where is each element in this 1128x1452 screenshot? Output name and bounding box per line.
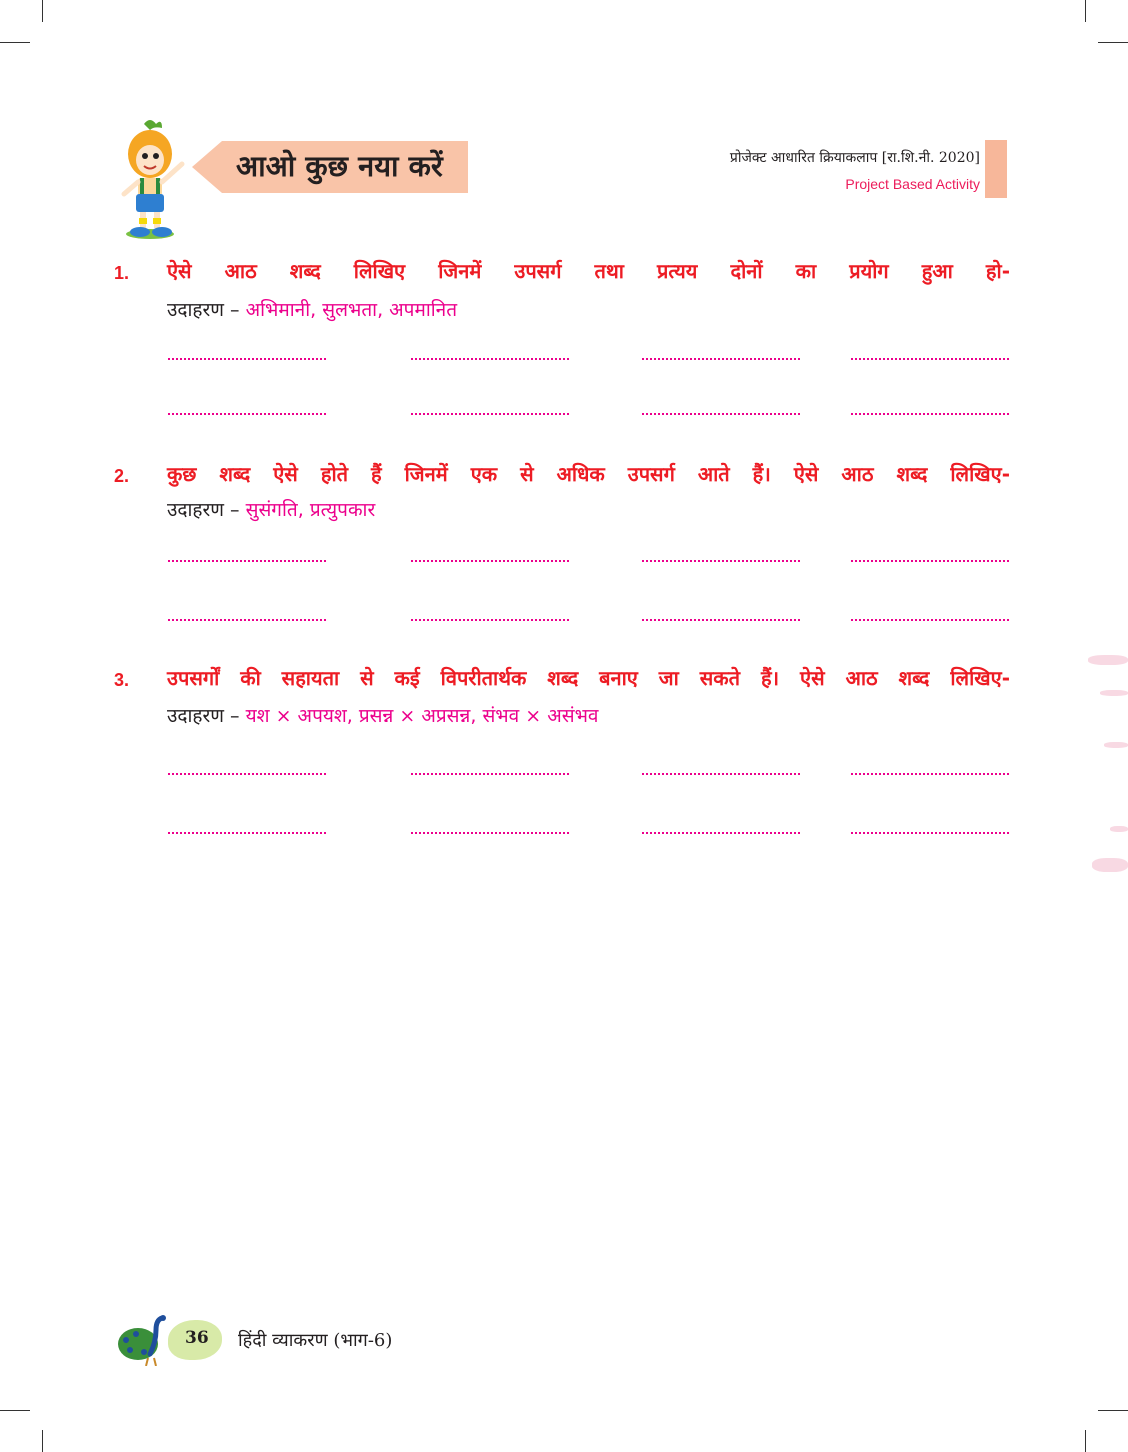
decorative-brush-stroke — [1088, 655, 1128, 665]
mascot-illustration — [116, 118, 196, 242]
answer-blank[interactable] — [851, 619, 1009, 621]
question-text: कुछ शब्द ऐसे होते हैं जिनमें एक से अधिक उपसर्ग आते हैं। ऐसे आठ शब्द लिखिए- — [167, 462, 1010, 486]
answer-blank[interactable] — [411, 413, 569, 415]
answer-blank[interactable] — [411, 619, 569, 621]
activity-label-english: Project Based Activity — [845, 176, 980, 192]
example-line — [167, 702, 599, 728]
answer-blank[interactable] — [642, 832, 800, 834]
page-number: 36 — [185, 1328, 209, 1348]
decorative-brush-stroke — [1104, 742, 1128, 748]
example-value: सुसंगति, प्रत्युपकार — [245, 499, 376, 521]
book-title: हिंदी व्याकरण (भाग-6) — [238, 1330, 393, 1351]
answer-blank[interactable] — [851, 560, 1009, 562]
example-line — [167, 496, 375, 522]
answer-blank[interactable] — [851, 773, 1009, 775]
answer-blank[interactable] — [411, 560, 569, 562]
answer-blank[interactable] — [642, 413, 800, 415]
crop-mark — [42, 0, 43, 22]
question-number: 2. — [114, 466, 130, 486]
answer-blank[interactable] — [642, 560, 800, 562]
question-text: उपसर्गों की सहायता से कई विपरीतार्थक शब्द बनाए जा सकते हैं। ऐसे आठ शब्द लिखिए- — [167, 666, 1010, 690]
answer-blank[interactable] — [642, 773, 800, 775]
answer-blank[interactable] — [851, 413, 1009, 415]
answer-blank[interactable] — [411, 832, 569, 834]
decorative-brush-stroke — [1110, 826, 1128, 832]
crop-mark — [0, 42, 30, 43]
decorative-brush-stroke — [1092, 858, 1128, 872]
example-label: उदाहरण – — [167, 499, 240, 521]
answer-blank[interactable] — [851, 358, 1009, 360]
answer-blank[interactable] — [642, 358, 800, 360]
crop-mark — [1085, 1430, 1086, 1452]
crop-mark — [1085, 0, 1086, 22]
answer-blank[interactable] — [411, 358, 569, 360]
question-number: 3. — [114, 670, 130, 690]
question-number: 1. — [114, 263, 130, 283]
crop-mark — [42, 1430, 43, 1452]
answer-blank[interactable] — [168, 619, 326, 621]
answer-blank[interactable] — [642, 619, 800, 621]
answer-blank[interactable] — [168, 773, 326, 775]
section-banner-title: आओ कुछ नया करें — [236, 149, 443, 183]
answer-blank[interactable] — [851, 832, 1009, 834]
answer-blank[interactable] — [168, 413, 326, 415]
example-label: उदाहरण – — [167, 705, 240, 727]
crop-mark — [0, 1410, 30, 1411]
answer-blank[interactable] — [168, 560, 326, 562]
example-value: अभिमानी, सुलभता, अपमानित — [245, 299, 458, 321]
question-text: ऐसे आठ शब्द लिखिए जिनमें उपसर्ग तथा प्रत्यय दोनों का प्रयोग हुआ हो- — [167, 259, 1010, 283]
example-value: यश × अपयश, प्रसन्न × अप्रसन्न, संभव × असंभव — [245, 705, 599, 727]
activity-accent-bar — [985, 140, 1007, 198]
answer-blank[interactable] — [168, 358, 326, 360]
decorative-brush-stroke — [1100, 690, 1128, 696]
activity-label-hindi: प्रोजेक्ट आधारित क्रियाकलाप [रा.शि.नी. 2020] — [729, 150, 980, 166]
answer-blank[interactable] — [168, 832, 326, 834]
crop-mark — [1098, 1410, 1128, 1411]
answer-blank[interactable] — [411, 773, 569, 775]
crop-mark — [1098, 42, 1128, 43]
example-label: उदाहरण – — [167, 299, 240, 321]
example-line — [167, 296, 457, 322]
